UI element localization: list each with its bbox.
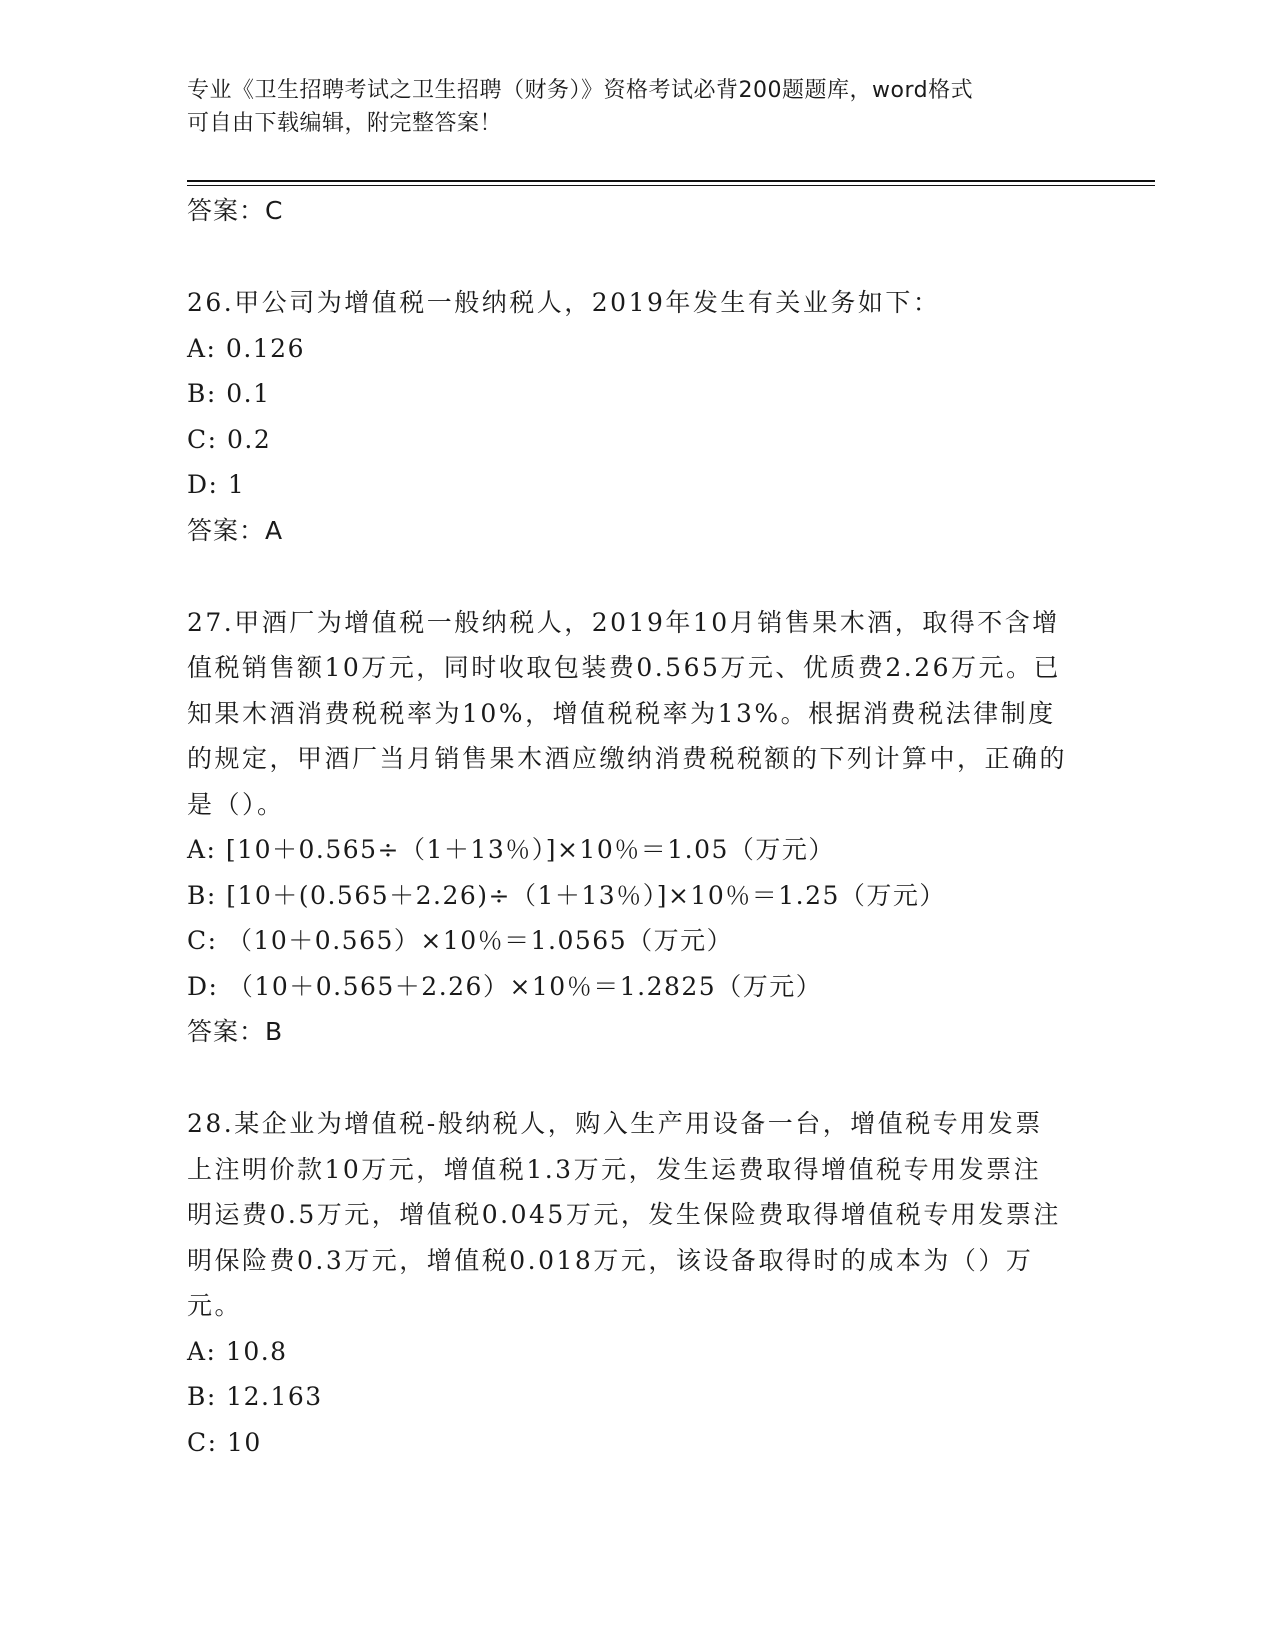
option-a: A: [10＋0.565÷（1＋13％）]×10％＝1.05（万元） xyxy=(187,835,835,864)
header-rule-thick xyxy=(187,180,1155,182)
option-b: B: [10＋(0.565＋2.26)÷（1＋13％）]×10％＝1.25（万元） xyxy=(187,880,946,910)
option-b: B: 0.1 xyxy=(187,379,271,408)
header-line-2: 可自由下载编辑，附完整答案！ xyxy=(187,111,503,136)
option-c: C: 0.2 xyxy=(187,424,272,454)
question-item xyxy=(187,600,1067,1056)
previous-answer: 答案：C xyxy=(187,196,284,225)
option-a: A: 0.126 xyxy=(187,333,305,363)
option-a: A: 10.8 xyxy=(187,1336,288,1366)
option-d: D: 1 xyxy=(187,470,246,499)
question-text: 26.甲公司为增值税一般纳税人，2019年发生有关业务如下： xyxy=(187,288,941,317)
question-item xyxy=(187,1101,1067,1465)
page-header xyxy=(187,74,1087,140)
header-line-1: 专业《卫生招聘考试之卫生招聘（财务）》资格考试必背200题题库，word格式 xyxy=(187,78,974,103)
question-list xyxy=(187,188,1067,1465)
option-b: B: 12.163 xyxy=(187,1382,323,1411)
question-answer: 答案：A xyxy=(187,515,284,545)
option-c: C: 10 xyxy=(187,1427,262,1457)
question-text: 28.某企业为增值税-般纳税人，购入生产用设备一台，增值税专用发票上注明价款10万元，增值税1.3万元，发生运费取得增值税专用发票注明运费0.5万元，增值税0.045万元，发生保险费取得增值税专用发票注明保险费0.3万元，增值税0.018万元，该设备取得时的成本为（）万元。 xyxy=(187,1109,1061,1320)
option-d: D: （10＋0.565＋2.26）×10％＝1.2825（万元） xyxy=(187,971,823,1001)
question-item xyxy=(187,280,1067,554)
option-c: C: （10＋0.565）×10％＝1.0565（万元） xyxy=(187,926,734,955)
question-text: 27.甲酒厂为增值税一般纳税人，2019年10月销售果木酒，取得不含增值税销售额10万元，同时收取包装费0.565万元、优质费2.26万元。已知果木酒消费税税率为10%，增值税税率为13%。根据消费税法律制度的规定，甲酒厂当月销售果木酒应缴纳消费税税额的下列计算中，正确的是（）。 xyxy=(187,607,1068,819)
question-answer: 答案：B xyxy=(187,1017,284,1046)
header-rule-thin xyxy=(187,185,1155,186)
